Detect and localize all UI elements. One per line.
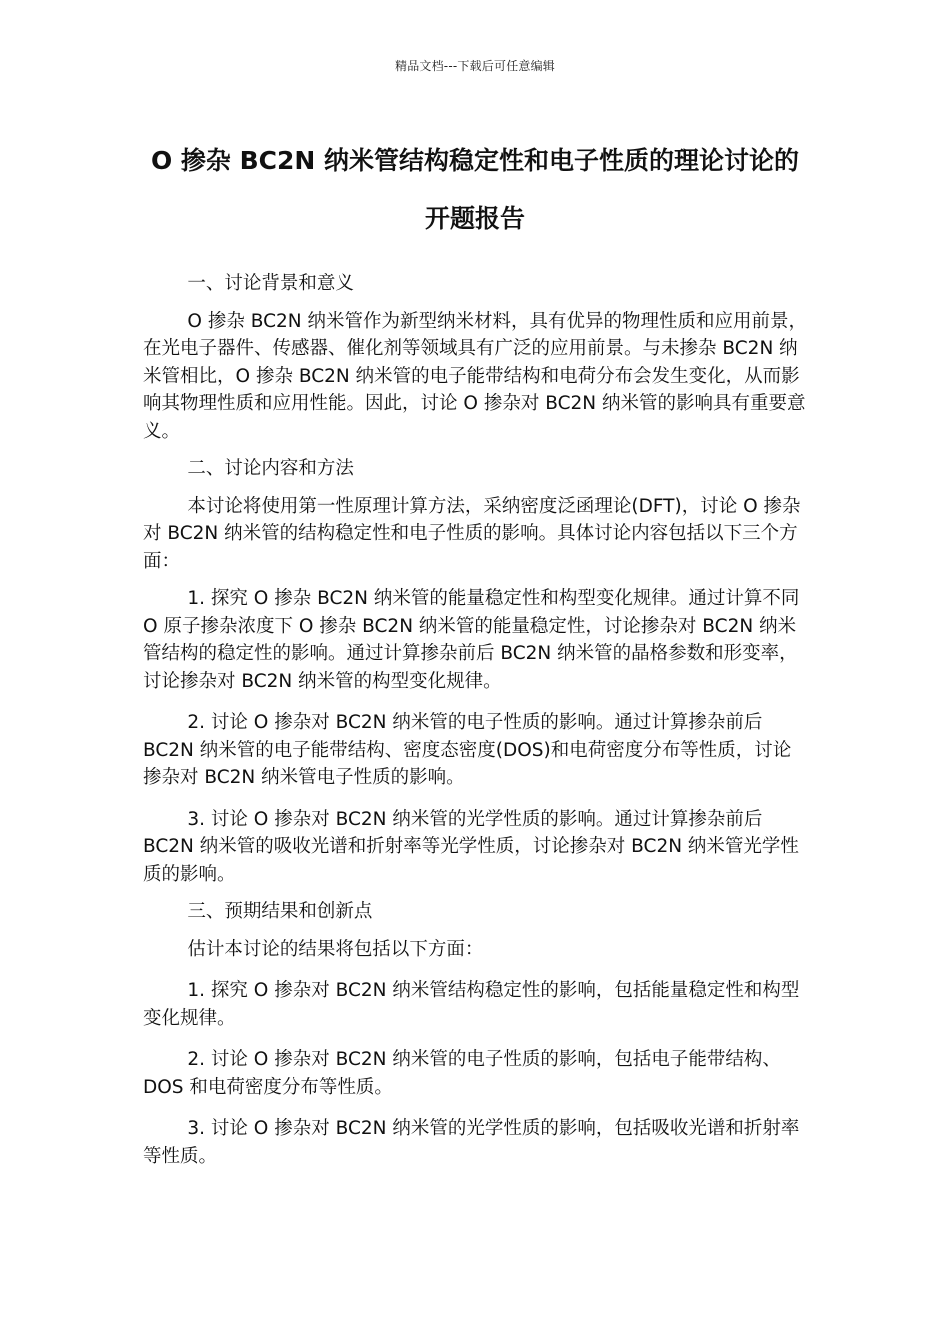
paragraph-results-item-1: 1. 探究 O 掺杂对 BC2N 纳米管结构稳定性的影响，包括能量稳定性和构型变化规律。 [143, 980, 800, 1029]
paragraph-method-item-1: 1. 探究 O 掺杂 BC2N 纳米管的能量稳定性和构型变化规律。通过计算不同 O 原子掺杂浓度下 O 掺杂 BC2N 纳米管的能量稳定性，讨论掺杂对 BC2N 纳米管结构的稳定性的影响。通过计算掺杂前后 BC2N 纳米管的晶格参数和形变率，讨论掺杂对 BC2N 纳米管的构型变化规律。 [143, 588, 800, 692]
paragraph-results-item-2: 2. 讨论 O 掺杂对 BC2N 纳米管的电子性质的影响，包括电子能带结构、DOS 和电荷密度分布等性质。 [143, 1049, 781, 1098]
paragraph-method-item-3: 3. 讨论 O 掺杂对 BC2N 纳米管的光学性质的影响。通过计算掺杂前后 BC2N 纳米管的吸收光谱和折射率等光学性质，讨论掺杂对 BC2N 纳米管光学性质的影响。 [143, 808, 799, 885]
section-heading-results: 三、预期结果和创新点 [187, 901, 373, 922]
paragraph-method-intro: 本讨论将使用第一性原理计算方法，采纳密度泛函理论(DFT)，讨论 O 掺杂对 BC2N 纳米管的结构稳定性和电子性质的影响。具体讨论内容包括以下三个方面： [143, 495, 801, 572]
document-title: O 掺杂 BC2N 纳米管结构稳定性和电子性质的理论讨论的开题报告 [150, 146, 800, 233]
section-heading-background: 一、讨论背景和意义 [187, 273, 354, 294]
header-note: 精品文档---下载后可任意编辑 [395, 59, 555, 73]
section-heading-content-method: 二、讨论内容和方法 [187, 458, 354, 479]
paragraph-results-item-3: 3. 讨论 O 掺杂对 BC2N 纳米管的光学性质的影响，包括吸收光谱和折射率等性质。 [143, 1118, 800, 1167]
paragraph-method-item-2: 2. 讨论 O 掺杂对 BC2N 纳米管的电子性质的影响。通过计算掺杂前后 BC2N 纳米管的电子能带结构、密度态密度(DOS)和电荷密度分布等性质，讨论掺杂对 BC2N 纳米管电子性质的影响。 [143, 712, 792, 788]
paragraph-background: O 掺杂 BC2N 纳米管作为新型纳米材料，具有优异的物理性质和应用前景，在光电子器件、传感器、催化剂等领域具有广泛的应用前景。与未掺杂 BC2N 纳米管相比，O 掺杂 BC2N 纳米管的电子能带结构和电荷分布会发生变化，从而影响其物理性质和应用性能。因此，讨论 O 掺杂对 BC2N 纳米管的影响具有重要意义。 [143, 310, 807, 442]
paragraph-results-intro: 估计本讨论的结果将包括以下方面： [187, 938, 484, 960]
document-body [143, 270, 807, 1170]
